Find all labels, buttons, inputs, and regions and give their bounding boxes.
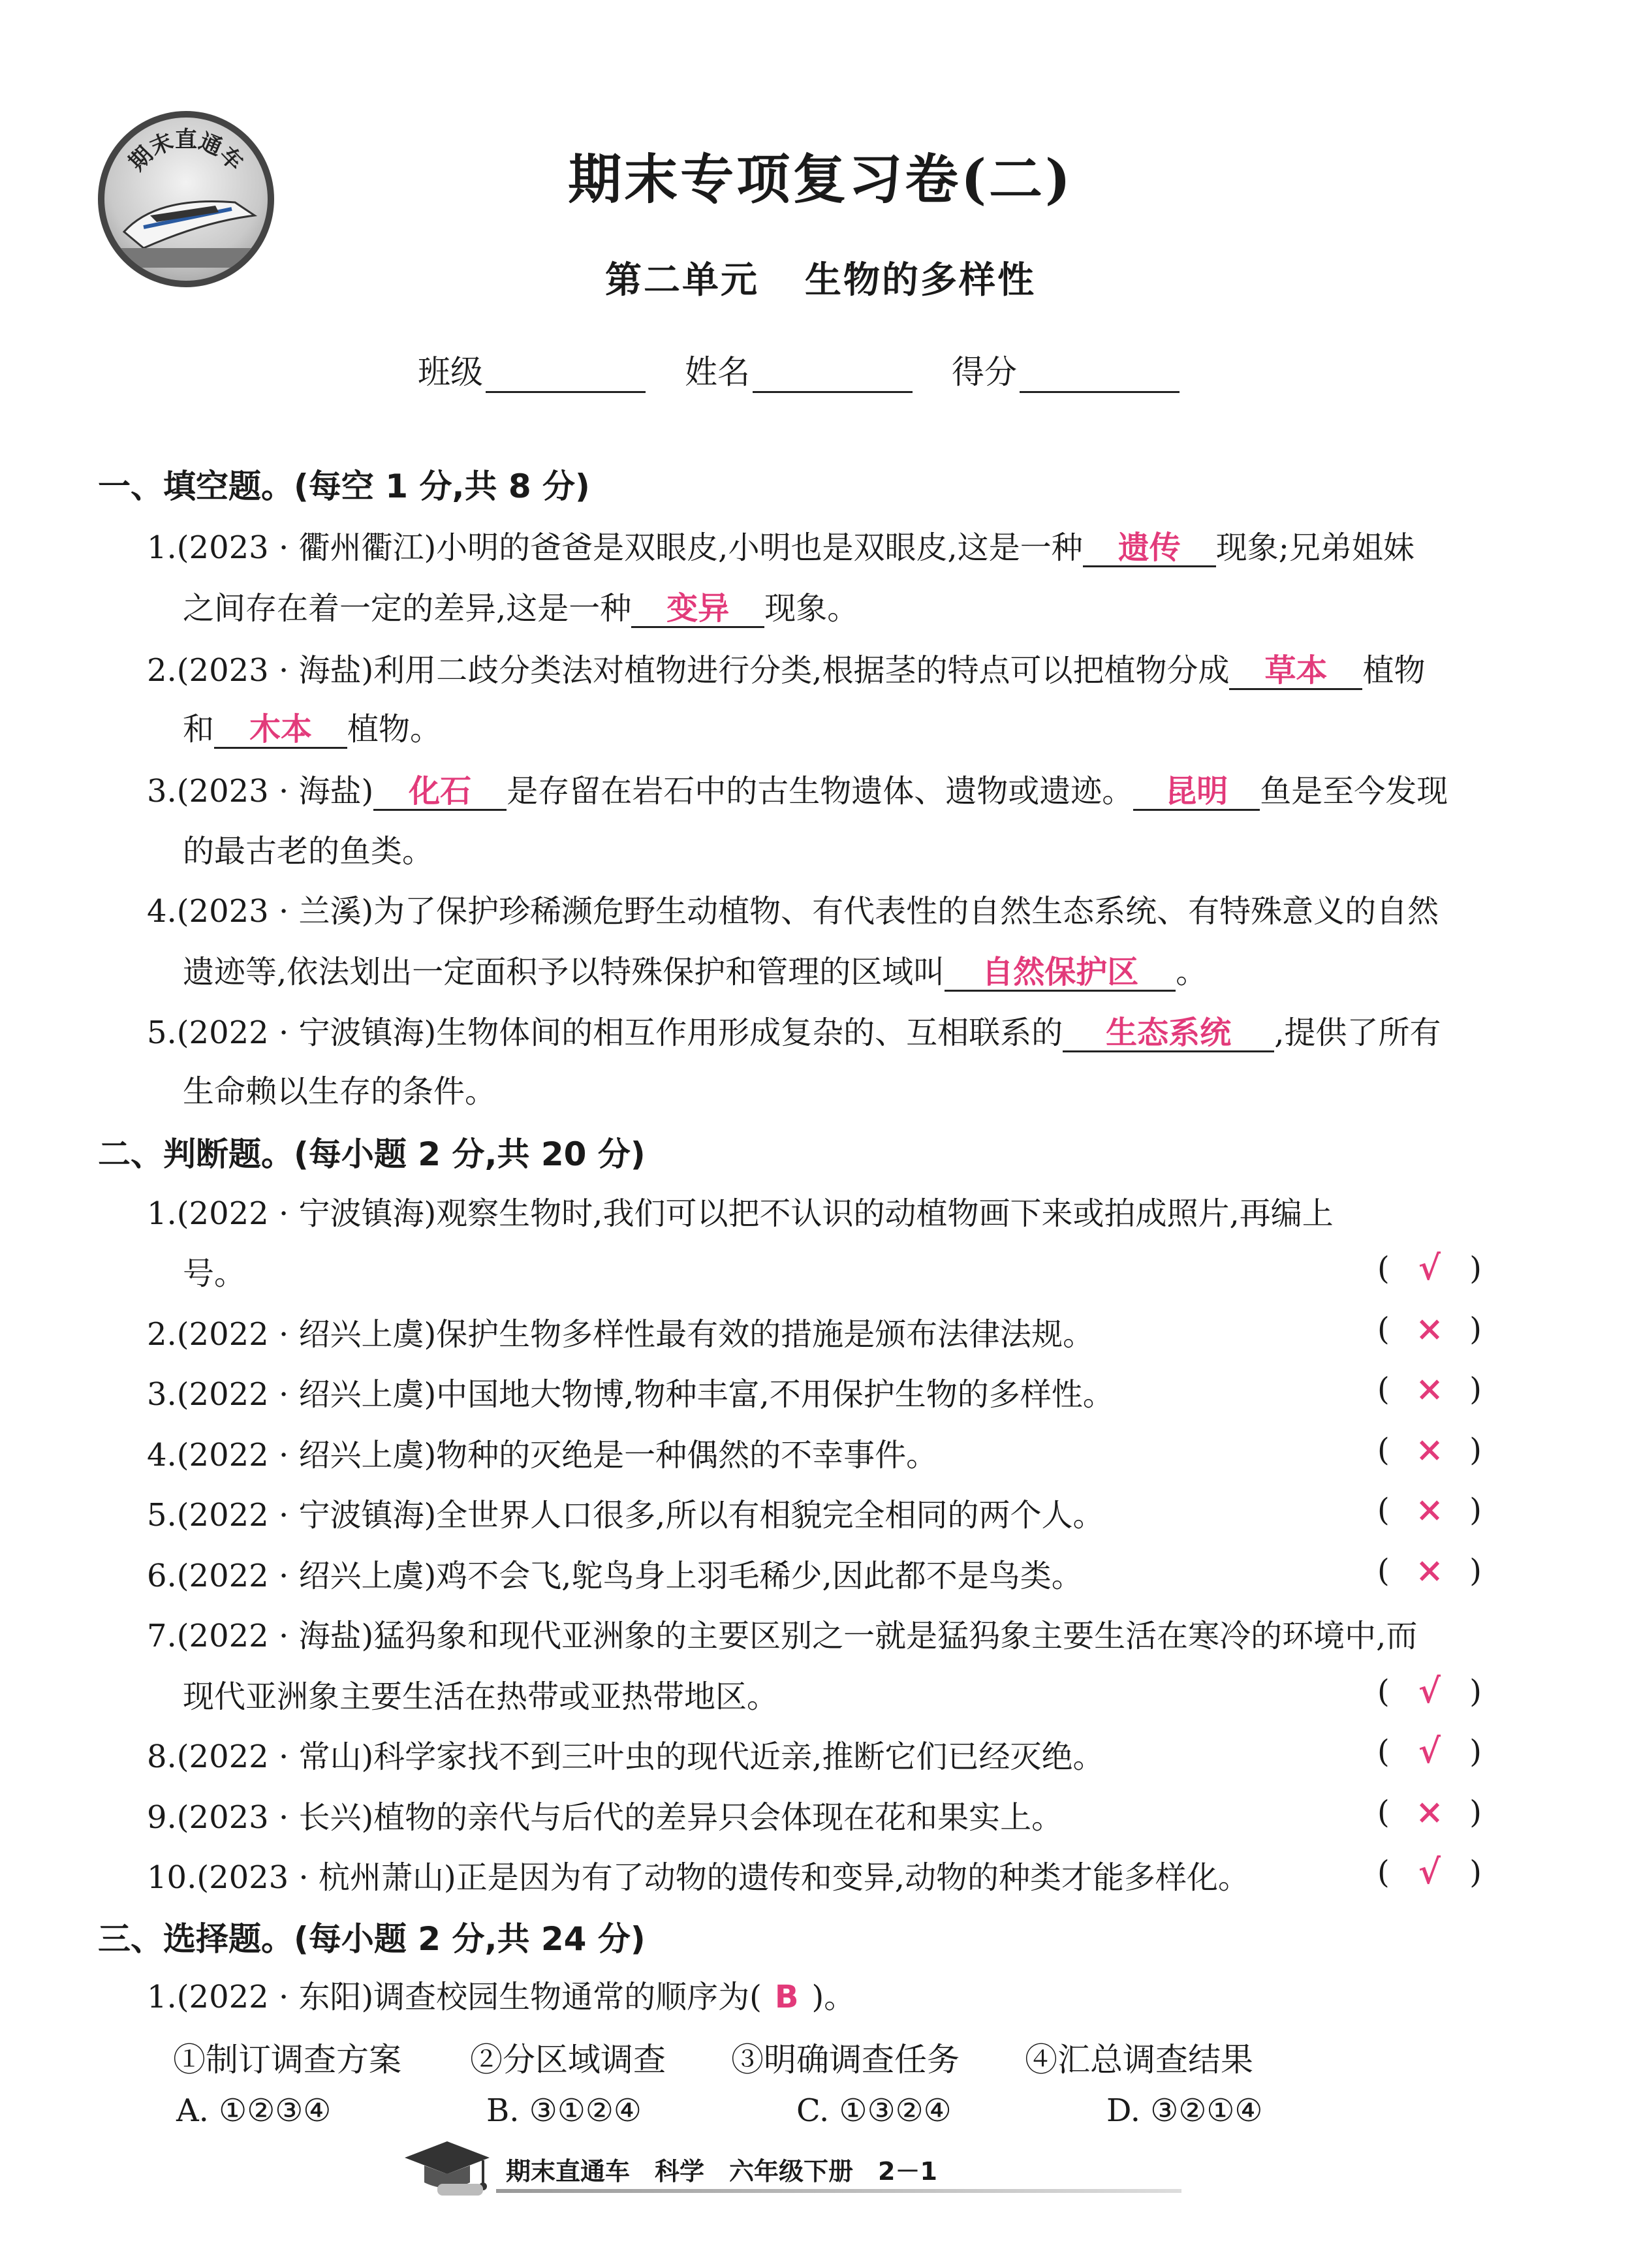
q2-text-end: 植物。 bbox=[347, 711, 442, 748]
q5-text: 5.(2022 · 宁波镇海)生物体间的相互作用形成复杂的、互相联系的 bbox=[147, 1015, 1063, 1051]
name-field[interactable] bbox=[685, 346, 913, 393]
choice-q1-answer[interactable]: B bbox=[774, 1979, 799, 2015]
section2-heading: 二、判断题。(每小题 2 分,共 20 分) bbox=[98, 1135, 646, 1173]
judge-question-8: 8.(2022 · 常山)科学家找不到三叶虫的现代近亲,推断它们已经灭绝。 bbox=[147, 1739, 1104, 1775]
judge-answer-2[interactable]: ( × ) bbox=[1377, 1309, 1482, 1349]
q3-text: 3.(2023 · 海盐) bbox=[147, 773, 374, 810]
cross-mark-icon: × bbox=[1415, 1430, 1444, 1470]
q3-text-mid2: 鱼是至今发现 bbox=[1260, 773, 1448, 810]
fill-question-2 bbox=[147, 645, 1492, 690]
judge-answer-6[interactable]: ( × ) bbox=[1377, 1551, 1482, 1590]
judge-question-6: 6.(2022 · 绍兴上虞)鸡不会飞,鸵鸟身上羽毛稀少,因此都不是鸟类。 bbox=[147, 1558, 1083, 1594]
q3-answer-1[interactable]: 化石 bbox=[373, 774, 507, 811]
q1-text-end: 现象。 bbox=[764, 590, 859, 627]
q4-answer-1[interactable]: 自然保护区 bbox=[945, 955, 1176, 992]
judge-answer-1[interactable]: ( √ ) bbox=[1377, 1248, 1482, 1288]
fill-question-3-cont: 的最古老的鱼类。 bbox=[183, 833, 434, 870]
cross-mark-icon: × bbox=[1415, 1551, 1444, 1590]
q1-answer-1[interactable]: 遗传 bbox=[1083, 531, 1216, 567]
score-blank[interactable] bbox=[1020, 362, 1180, 393]
judge-question-5: 5.(2022 · 宁波镇海)全世界人口很多,所以有相貌完全相同的两个人。 bbox=[147, 1497, 1104, 1534]
section3-heading: 三、选择题。(每小题 2 分,共 24 分) bbox=[98, 1920, 646, 1958]
q1-text-line2: 之间存在着一定的差异,这是一种 bbox=[183, 590, 632, 627]
score-field[interactable] bbox=[952, 346, 1180, 393]
q5-answer-1[interactable]: 生态系统 bbox=[1063, 1016, 1274, 1052]
fill-question-4: 4.(2023 · 兰溪)为了保护珍稀濒危野生动植物、有代表性的自然生态系统、有特殊意义的自然 bbox=[147, 893, 1439, 930]
check-mark-icon: √ bbox=[1418, 1852, 1441, 1892]
student-info-row bbox=[418, 346, 1180, 393]
fill-question-4-cont bbox=[183, 947, 1488, 992]
check-mark-icon: √ bbox=[1418, 1671, 1441, 1711]
check-mark-icon: √ bbox=[1418, 1731, 1441, 1771]
choice-question-1 bbox=[147, 1972, 1492, 2017]
logo-text: 期末直通车 bbox=[123, 127, 249, 176]
unit-label: 第二单元 bbox=[605, 259, 759, 302]
choice-q1-option-c[interactable]: C. ①③②④ bbox=[796, 2092, 952, 2129]
check-mark-icon: √ bbox=[1418, 1248, 1441, 1288]
q4-text-line2: 遗迹等,依法划出一定面积予以特殊保护和管理的区域叫 bbox=[183, 954, 945, 990]
name-blank[interactable] bbox=[753, 362, 913, 393]
choice-q1-text: 1.(2022 · 东阳)调查校园生物通常的顺序为( bbox=[147, 1979, 762, 2015]
fill-question-1 bbox=[147, 522, 1492, 567]
footer-divider bbox=[496, 2189, 1181, 2193]
choice-q1-step-1: ①制订调查方案 bbox=[173, 2041, 401, 2079]
topic-label: 生物的多样性 bbox=[805, 259, 1036, 302]
graduation-cap-icon bbox=[398, 2132, 496, 2203]
judge-question-2: 2.(2022 · 绍兴上虞)保护生物多样性最有效的措施是颁布法律法规。 bbox=[147, 1316, 1095, 1353]
q3-answer-2[interactable]: 昆明 bbox=[1133, 774, 1260, 811]
fill-question-5-cont: 生命赖以生存的条件。 bbox=[183, 1073, 497, 1110]
section1-heading: 一、填空题。(每空 1 分,共 8 分) bbox=[98, 467, 590, 505]
judge-answer-4[interactable]: ( × ) bbox=[1377, 1430, 1482, 1470]
q3-text-mid: 是存留在岩石中的古生物遗体、遗物或遗迹。 bbox=[507, 773, 1134, 810]
page-title: 期末专项复习卷(二) bbox=[568, 148, 1073, 211]
q2-answer-2[interactable]: 木本 bbox=[214, 712, 347, 749]
judge-question-7-cont: 现代亚洲象主要生活在热带或亚热带地区。 bbox=[183, 1678, 779, 1715]
fill-question-2-cont bbox=[183, 704, 1488, 749]
judge-question-7: 7.(2022 · 海盐)猛犸象和现代亚洲象的主要区别之一就是猛犸象主要生活在寒冷的环境中,而 bbox=[147, 1618, 1418, 1654]
q1-text-mid: 现象;兄弟姐妹 bbox=[1215, 529, 1414, 566]
class-field[interactable] bbox=[418, 346, 646, 393]
choice-q1-option-d[interactable]: D. ③②①④ bbox=[1106, 2092, 1263, 2129]
class-blank[interactable] bbox=[486, 362, 646, 393]
page-footer bbox=[398, 2145, 1181, 2184]
judge-question-1-cont: 号。 bbox=[183, 1255, 246, 1292]
judge-question-3: 3.(2022 · 绍兴上虞)中国地大物博,物种丰富,不用保护生物的多样性。 bbox=[147, 1376, 1114, 1413]
q1-text: 1.(2023 · 衢州衢江)小明的爸爸是双眼皮,小明也是双眼皮,这是一种 bbox=[147, 529, 1083, 566]
q4-text-end: 。 bbox=[1176, 954, 1208, 990]
judge-answer-10[interactable]: ( √ ) bbox=[1377, 1852, 1482, 1892]
judge-question-9: 9.(2023 · 长兴)植物的亲代与后代的差异只会体现在花和果实上。 bbox=[147, 1799, 1063, 1836]
q2-text-line2: 和 bbox=[183, 711, 215, 748]
cross-mark-icon: × bbox=[1415, 1490, 1444, 1530]
judge-answer-9[interactable]: ( × ) bbox=[1377, 1792, 1482, 1832]
choice-q1-step-3: ③明确调查任务 bbox=[731, 2041, 960, 2079]
name-label: 姓名 bbox=[685, 353, 750, 391]
judge-answer-8[interactable]: ( √ ) bbox=[1377, 1731, 1482, 1771]
choice-q1-option-a[interactable]: A. ①②③④ bbox=[176, 2092, 332, 2129]
class-label: 班级 bbox=[418, 353, 483, 391]
q1-answer-2[interactable]: 变异 bbox=[631, 591, 764, 628]
choice-q1-step-2: ②分区域调查 bbox=[470, 2041, 666, 2079]
fill-question-3 bbox=[147, 766, 1492, 811]
footer-text: 期末直通车 科学 六年级下册 2－1 bbox=[506, 2157, 937, 2186]
page-subtitle bbox=[0, 251, 1641, 304]
q2-text-mid: 植物 bbox=[1362, 652, 1426, 689]
choice-q1-step-4: ④汇总调查结果 bbox=[1025, 2041, 1253, 2079]
judge-answer-3[interactable]: ( × ) bbox=[1377, 1369, 1482, 1409]
cross-mark-icon: × bbox=[1415, 1309, 1444, 1349]
q2-text: 2.(2023 · 海盐)利用二歧分类法对植物进行分类,根据茎的特点可以把植物分成 bbox=[147, 652, 1230, 689]
cross-mark-icon: × bbox=[1415, 1369, 1444, 1409]
choice-q1-suffix: )。 bbox=[811, 1979, 856, 2015]
q2-answer-1[interactable]: 草本 bbox=[1229, 654, 1362, 690]
score-label: 得分 bbox=[952, 353, 1017, 391]
cross-mark-icon: × bbox=[1415, 1792, 1444, 1832]
choice-q1-option-b[interactable]: B. ③①②④ bbox=[486, 2092, 642, 2129]
judge-question-1: 1.(2022 · 宁波镇海)观察生物时,我们可以把不认识的动植物画下来或拍成照片,再编上 bbox=[147, 1195, 1334, 1232]
judge-answer-7[interactable]: ( √ ) bbox=[1377, 1671, 1482, 1711]
fill-question-5 bbox=[147, 1007, 1492, 1052]
judge-question-4: 4.(2022 · 绍兴上虞)物种的灭绝是一种偶然的不幸事件。 bbox=[147, 1437, 938, 1473]
judge-question-10: 10.(2023 · 杭州萧山)正是因为有了动物的遗传和变异,动物的种类才能多样化。 bbox=[147, 1859, 1249, 1896]
fill-question-1-cont bbox=[183, 583, 1488, 628]
q5-text-mid: ,提供了所有 bbox=[1274, 1015, 1441, 1051]
judge-answer-5[interactable]: ( × ) bbox=[1377, 1490, 1482, 1530]
